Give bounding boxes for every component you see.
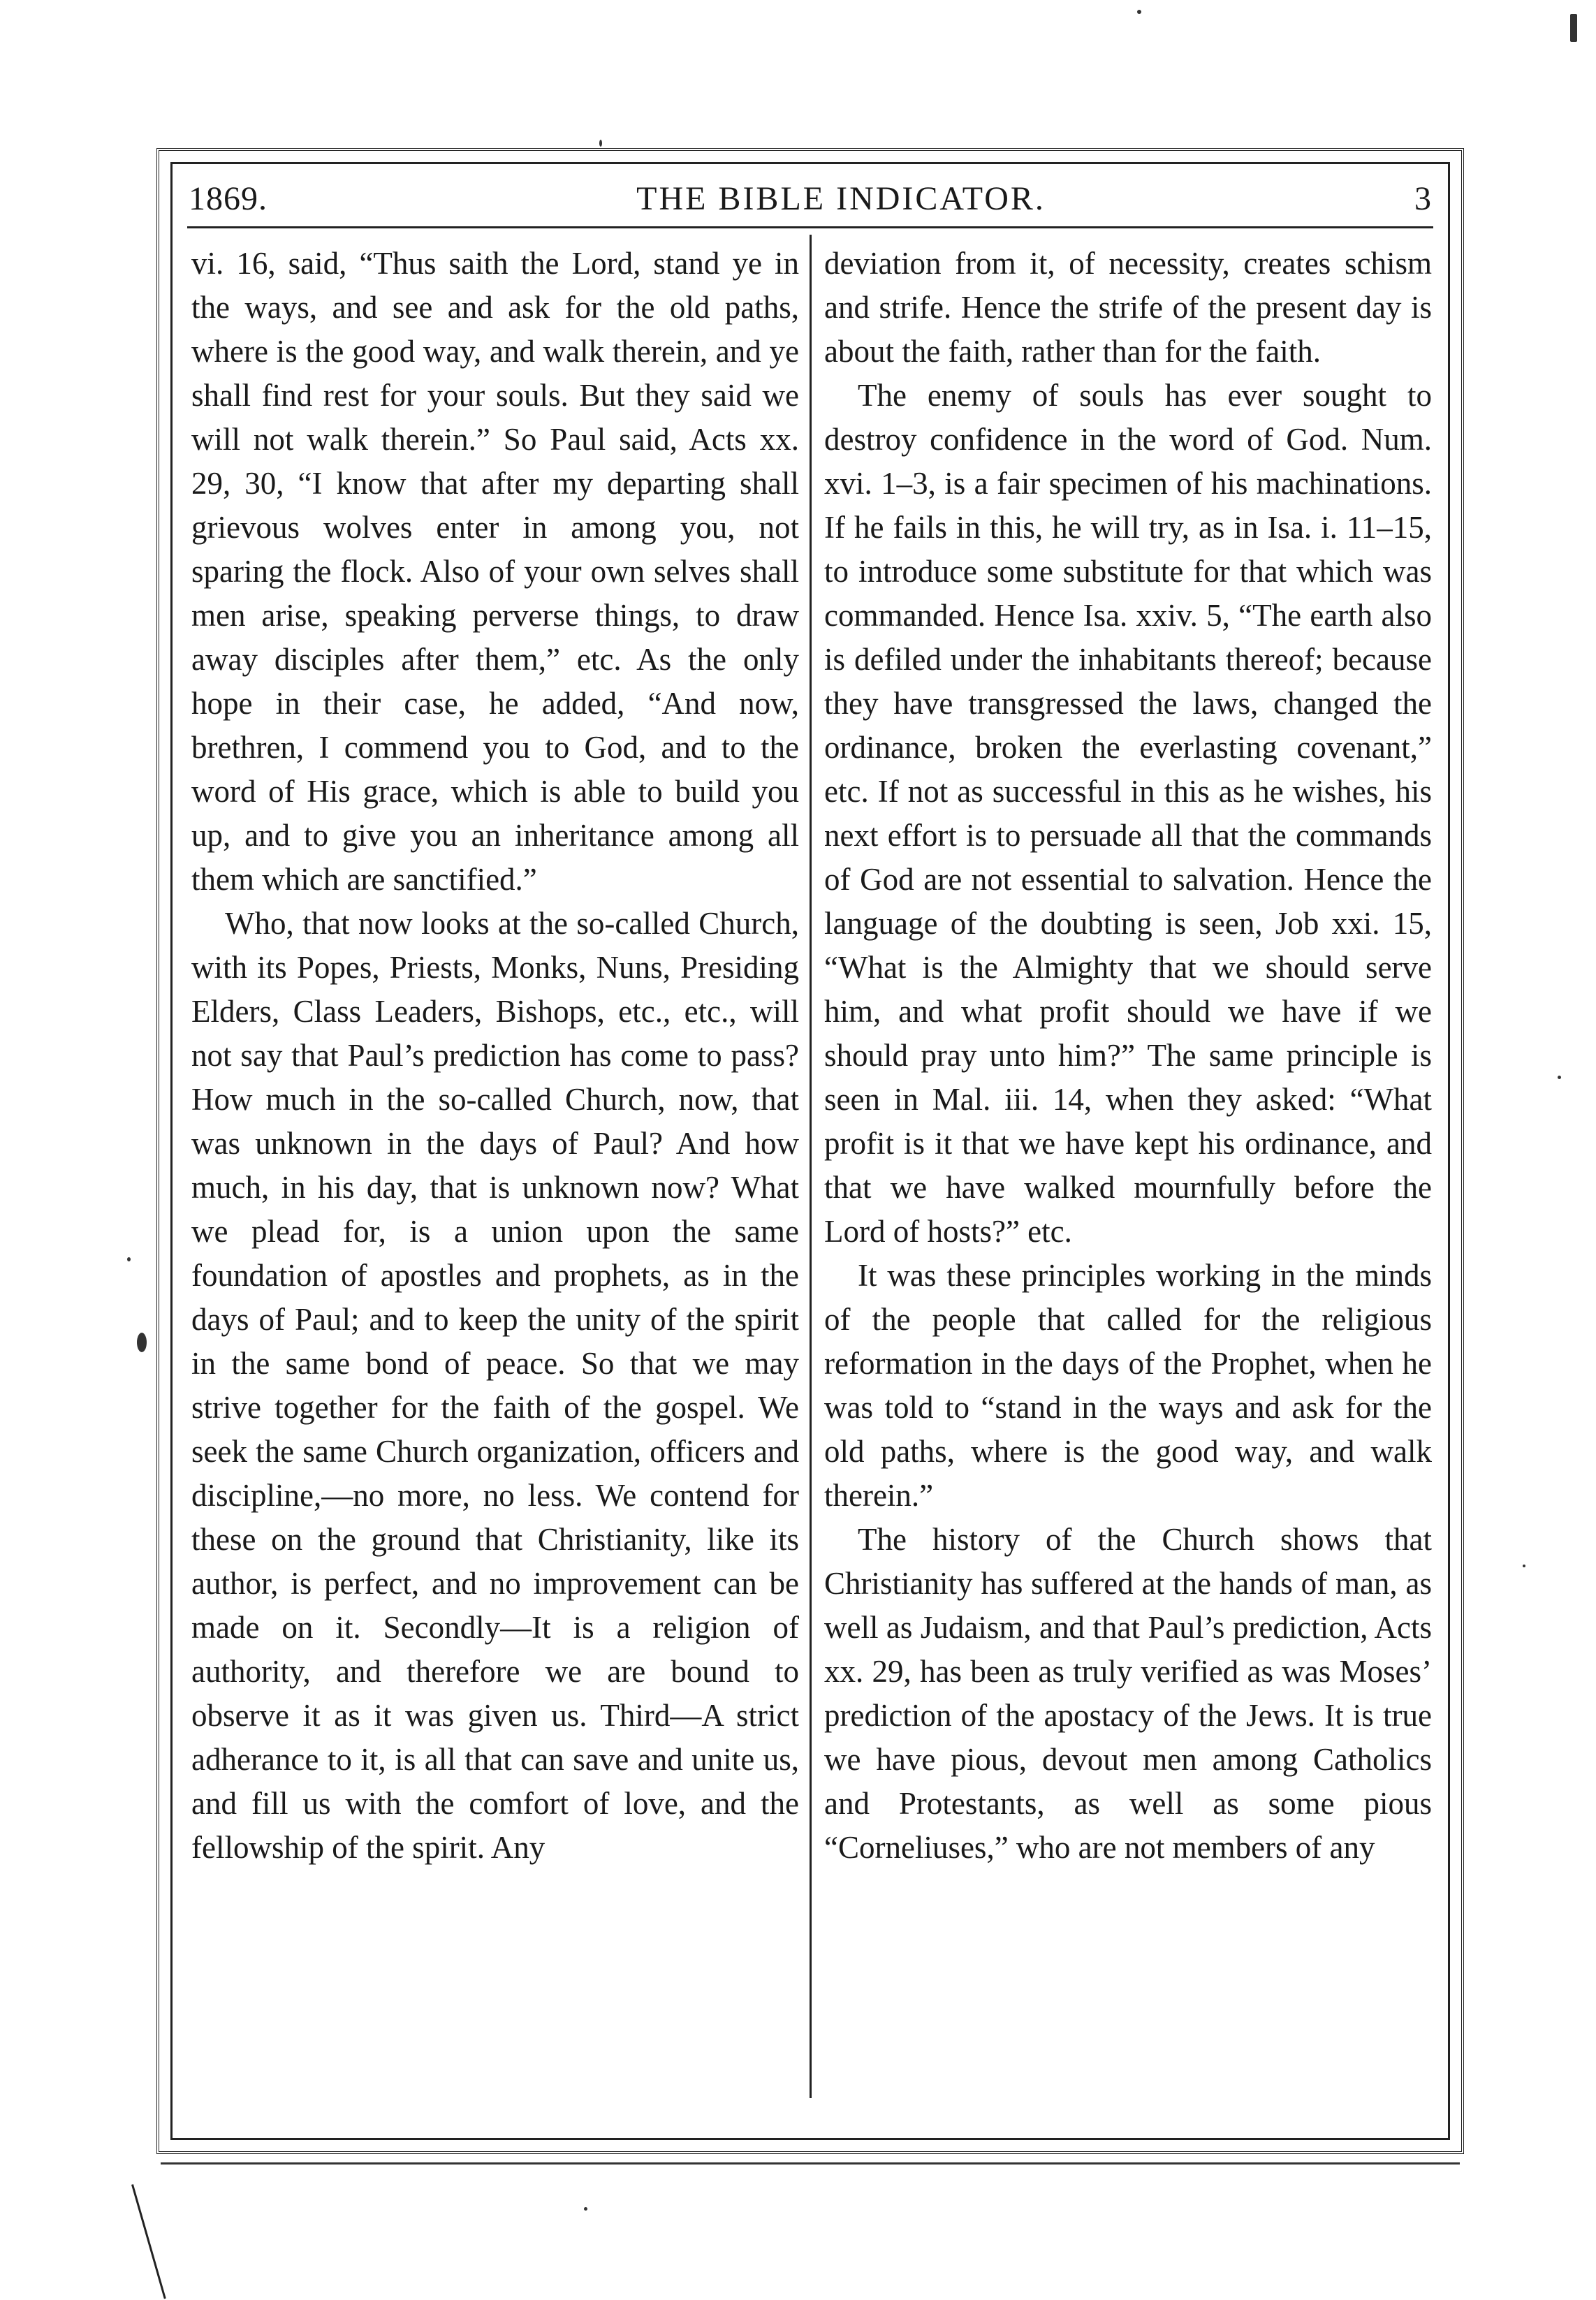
scan-speck xyxy=(1558,1076,1561,1079)
scan-edge-mark xyxy=(131,2184,166,2299)
scan-speck xyxy=(127,1257,131,1261)
right-paragraph-1: deviation from it, of necessity, creates schism and strife. Hence the strife of the present day is about the faith, rather than for the faith. xyxy=(824,246,1432,369)
scan-speck xyxy=(137,1333,147,1352)
running-header xyxy=(189,173,1432,224)
bottom-rule xyxy=(161,2162,1460,2165)
scan-speck xyxy=(1570,14,1577,42)
page-number: 3 xyxy=(1414,180,1432,217)
scan-speck xyxy=(584,2207,587,2211)
header-title: THE BIBLE INDICATOR. xyxy=(636,180,1046,217)
left-column xyxy=(191,242,799,1870)
left-paragraph-1: vi. 16, said, “Thus saith the Lord, stand ye in the ways, and see and ask for the old paths, where is the good way, and walk therein, and ye shall find rest for your souls. But they said we will not walk therein.” So Paul said, Acts xx. 29, 30, “I know that after my departing shall grievous wolves enter in among you, not sparing the flock. Also of your own selves shall men arise, speaking perverse things, to draw away disciples after them,” etc. As the only hope in their case, he added, “And now, brethren, I commend you to God, and to the word of His grace, which is able to build you up, and to give you an inheritance among all them which are sanctified.” xyxy=(191,246,799,897)
right-paragraph-2: The enemy of souls has ever sought to destroy confidence in the word of God. Num. xvi. 1–3, is a fair specimen of his machinations. If he fails in this, he will try, as in Isa. i. 11–15, to introduce some substitute for that which was commanded. Hence Isa. xxiv. 5, “The earth also is defiled under the inhabitants thereof; because they have transgressed the laws, changed the ordinance, broken the everlasting covenant,” etc. If not as successful in this as he wishes, his next effort is to persuade all that the commands of God are not essential to salvation. Hence the language of the doubting is seen, Job xxi. 15, “What is the Almighty that we should serve him, and what profit should we have if we should pray unto him?” The same principle is seen in Mal. iii. 14, when they asked: “What profit is it that we have kept his ordinance, and that we have walked mournfully before the Lord of hosts?” etc. xyxy=(824,378,1432,1249)
right-paragraph-4: The history of the Church shows that Christianity has suffered at the hands of man, as well as Judaism, and that Paul’s prediction, Acts xx. 29, has been as truly verified as was Moses’ prediction of the apostacy of the Jews. It is true we have pious, devout men among Catholics and Protestants, as well as some pious “Corneliuses,” who are not members of any xyxy=(824,1522,1432,1865)
right-paragraph-3: It was these principles working in the minds of the people that called for the religious reformation in the days of the Prophet, when he was told to “stand in the ways and ask for the old paths, where is the good way, and walk therein.” xyxy=(824,1258,1432,1513)
left-paragraph-2: Who, that now looks at the so-called Church, with its Popes, Priests, Monks, Nuns, Presiding Elders, Class Leaders, Bishops, etc., etc., will not say that Paul’s prediction has come to pass? How much in the so-called Church, now, that was unknown in the days of Paul? And how much, in his day, that is unknown now? What we plead for, is a union upon the same foundation of apostles and prophets, as in the days of Paul; and to keep the unity of the spirit in the same bond of peace. So that we may strive together for the faith of the gospel. We seek the same Church organization, officers and discipline,—no more, no less. We contend for these on the ground that Christianity, like its author, is perfect, and no improvement can be made on it. Secondly—It is a religion of authority, and therefore we are bound to observe it as it was given us. Third—A strict adherance to it, is all that can save and unite us, and fill us with the comfort of love, and the fellowship of the spirit. Any xyxy=(191,906,799,1865)
header-rule xyxy=(187,226,1433,228)
header-year: 1869. xyxy=(189,180,268,217)
scan-speck xyxy=(1523,1565,1525,1567)
scan-speck xyxy=(1137,10,1141,14)
right-column xyxy=(824,242,1432,1870)
column-divider xyxy=(810,235,812,2098)
scan-speck xyxy=(599,140,602,147)
